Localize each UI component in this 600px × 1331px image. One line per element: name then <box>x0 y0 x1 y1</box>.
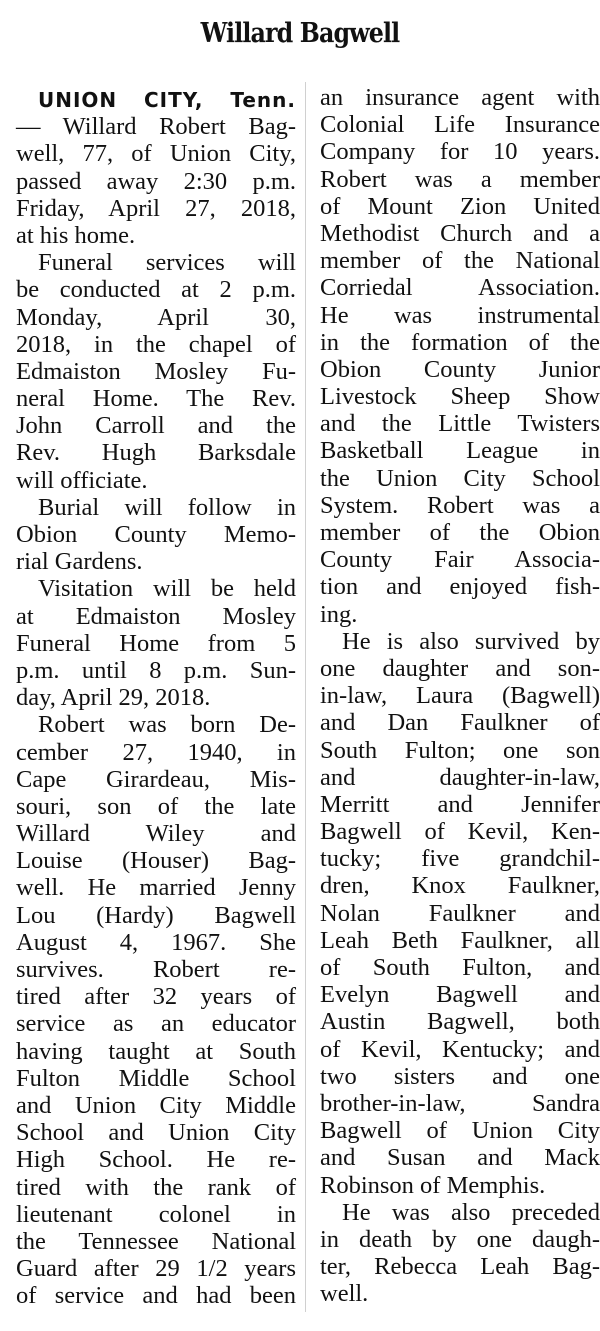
text-line: of Kevil, Kentucky; and <box>320 1035 600 1063</box>
text-line: the Tennessee National <box>16 1227 296 1255</box>
text-line: Bagwell of Union City <box>320 1117 600 1145</box>
text-line: Robert was a member <box>320 165 600 193</box>
text-line: Burial will follow in <box>38 493 296 521</box>
dateline-line <box>16 86 296 113</box>
text-line: Willard Wiley and <box>16 820 296 848</box>
text-line: Robert was born De- <box>38 711 296 739</box>
text-line: Lou (Hardy) Bagwell <box>16 901 296 929</box>
text-line: and Susan and Mack <box>320 1144 600 1172</box>
text-line: Corriedal Association. <box>320 274 600 302</box>
text-line: service as an educator <box>16 1010 296 1038</box>
text-line: at his home. <box>16 221 136 249</box>
text-line: He was also preceded <box>342 1198 600 1226</box>
text-line: neral Home. The Rev. <box>16 385 296 413</box>
text-line: brother-in-law, Sandra <box>320 1089 600 1117</box>
text-line: — Willard Robert Bag- <box>16 113 296 141</box>
text-line: at Edmaiston Mosley <box>16 602 296 630</box>
text-line: Guard after 29 1/2 years <box>16 1255 296 1283</box>
text-line: John Carroll and the <box>16 412 296 440</box>
text-line: ing. <box>320 600 358 628</box>
text-line: He was instrumental <box>320 301 600 329</box>
page-title: Willard Bagwell <box>200 18 400 49</box>
text-line: Funeral Home from 5 <box>16 629 296 657</box>
text-line: South Fulton; one son <box>320 736 600 764</box>
text-line: Basketball League in <box>320 437 600 465</box>
text-line: August 4, 1967. She <box>16 928 296 956</box>
text-line: cember 27, 1940, in <box>16 738 296 766</box>
text-line: member of the National <box>320 247 600 275</box>
text-line: Robinson of Memphis. <box>320 1171 546 1199</box>
text-line: Methodist Church and a <box>320 219 600 247</box>
text-line: and Dan Faulkner of <box>320 709 600 737</box>
dateline: UNION CITY, Tenn. <box>38 88 296 112</box>
text-line: Obion County Memo- <box>16 521 296 548</box>
text-line: one daughter and son- <box>320 654 600 682</box>
text-line: Merritt and Jennifer <box>320 790 600 818</box>
text-line: Louise (Houser) Bag- <box>16 847 296 875</box>
text-line: Visitation will be held <box>38 575 296 603</box>
text-line: 2018, in the chapel of <box>16 330 296 358</box>
text-line: dren, Knox Faulkner, <box>320 872 600 900</box>
text-line: and Union City Middle <box>16 1091 296 1119</box>
text-line: System. Robert was a <box>320 491 600 519</box>
text-line: Evelyn Bagwell and <box>320 981 600 1009</box>
right-column <box>320 84 600 1307</box>
text-line: in death by one daugh- <box>320 1225 600 1253</box>
text-line: tired with the rank of <box>16 1173 296 1201</box>
text-line: Bagwell of Kevil, Ken- <box>320 818 600 846</box>
text-line: Friday, April 27, 2018, <box>16 194 296 222</box>
text-line: Monday, April 30, <box>16 303 296 331</box>
text-line: High School. He re- <box>16 1146 296 1174</box>
text-line: in-law, Laura (Bagwell) <box>320 682 600 710</box>
text-line: Nolan Faulkner and <box>320 899 600 927</box>
text-line: Cape Girardeau, Mis- <box>16 765 296 793</box>
text-line: be conducted at 2 p.m. <box>16 276 296 304</box>
text-line: rial Gardens. <box>16 548 143 576</box>
text-line: lieutenant colonel in <box>16 1200 296 1228</box>
text-line: of Mount Zion United <box>320 192 600 220</box>
text-line: in the formation of the <box>320 328 600 356</box>
text-line: two sisters and one <box>320 1062 600 1090</box>
text-line: souri, son of the late <box>16 792 296 820</box>
text-line: County Fair Associa- <box>320 546 600 574</box>
text-line: tucky; five grandchil- <box>320 845 600 873</box>
text-line: Rev. Hugh Barksdale <box>16 439 296 467</box>
text-line: day, April 29, 2018. <box>16 684 211 712</box>
text-line: and daughter-in-law, <box>320 763 600 791</box>
text-line: Colonial Life Insurance <box>320 111 600 139</box>
text-line: having taught at South <box>16 1037 296 1065</box>
text-line: School and Union City <box>16 1119 296 1147</box>
text-line: will officiate. <box>16 466 148 494</box>
text-line: Livestock Sheep Show <box>320 383 600 411</box>
text-line: Fulton Middle School <box>16 1064 296 1092</box>
text-line: p.m. until 8 p.m. Sun- <box>16 656 296 684</box>
text-line: of service and had been <box>16 1282 296 1310</box>
text-line: passed away 2:30 p.m. <box>16 167 296 195</box>
text-line: tion and enjoyed fish- <box>320 573 600 601</box>
text-line: Leah Beth Faulkner, all <box>320 926 600 954</box>
text-line: Austin Bagwell, both <box>320 1008 600 1036</box>
text-line: well. <box>320 1280 369 1308</box>
text-line: tired after 32 years of <box>16 983 296 1011</box>
text-line: member of the Obion <box>320 519 600 546</box>
text-line: of South Fulton, and <box>320 954 600 981</box>
text-line: an insurance agent with <box>320 84 600 111</box>
text-line: Edmaiston Mosley Fu- <box>16 357 296 385</box>
text-line: well. He married Jenny <box>16 874 296 902</box>
text-line: the Union City School <box>320 464 600 492</box>
left-column <box>16 86 296 1309</box>
text-line: and the Little Twisters <box>320 410 600 438</box>
text-line: He is also survived by <box>342 627 600 655</box>
text-line: ter, Rebecca Leah Bag- <box>320 1253 600 1281</box>
column-divider <box>305 82 306 1312</box>
text-line: Company for 10 years. <box>320 138 600 166</box>
text-line: Funeral services will <box>38 249 296 277</box>
text-line: Obion County Junior <box>320 355 600 383</box>
text-line: survives. Robert re- <box>16 956 296 983</box>
text-line: well, 77, of Union City, <box>16 140 296 168</box>
